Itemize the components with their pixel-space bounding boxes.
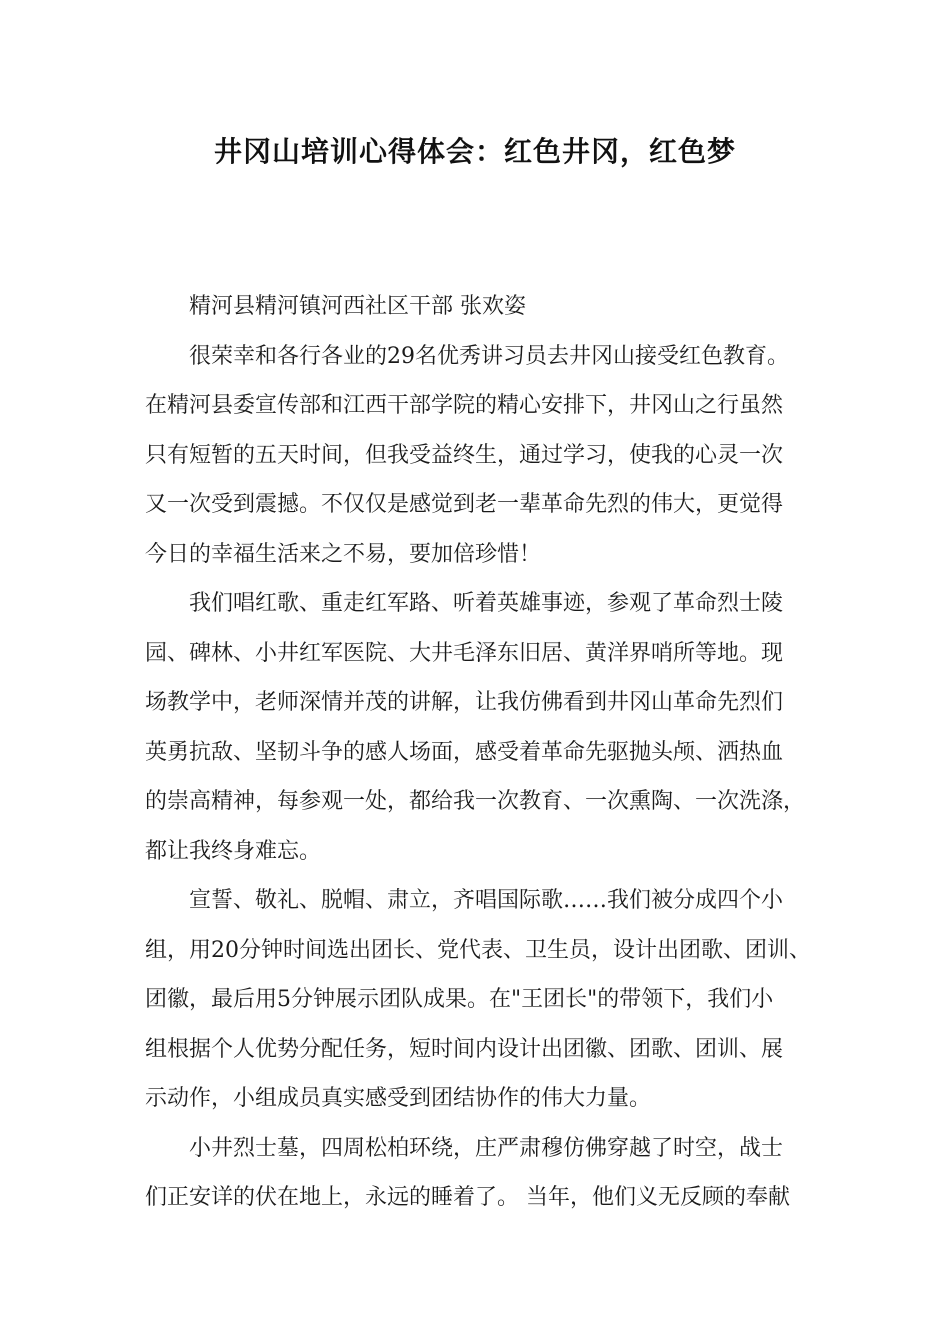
document-body [145,282,835,1223]
paragraph-line: 很荣幸和各行各业的29名优秀讲习员去井冈山接受红色教育。 [189,343,789,369]
paragraph-line: 宣誓、敬礼、脱帽、肃立，齐唱国际歌……我们被分成四个小 [189,888,784,913]
paragraph-line: 组根据个人优势分配任务，短时间内设计出团徽、团歌、团训、展 [145,1036,784,1062]
paragraph-line: 只有短暂的五天时间，但我受益终生，通过学习，使我的心灵一次 [145,442,784,468]
paragraph-line: 我们唱红歌、重走红军路、听着英雄事迹，参观了革命烈士陵 [189,591,784,616]
paragraph-line: 团徽，最后用5分钟展示团队成果。在"王团长"的带领下，我们小 [145,987,774,1012]
paragraph-line: 小井烈士墓，四周松柏环绕，庄严肃穆仿佛穿越了时空，战士 [189,1135,784,1161]
paragraph-line: 组，用20分钟时间选出团长、党代表、卫生员，设计出团歌、团训、 [145,937,811,963]
paragraph-1 [145,332,835,580]
paragraph-line: 在精河县委宣传部和江西干部学院的精心安排下，井冈山之行虽然 [145,393,784,418]
document-title: 井冈山培训心得体会：红色井冈，红色梦 [213,135,736,168]
byline-paragraph [145,282,835,332]
paragraph-line: 的崇高精神，每参观一处，都给我一次教育、一次熏陶、一次洗涤， [145,789,806,814]
paragraph-4 [145,1124,835,1223]
paragraph-line: 今日的幸福生活来之不易，要加倍珍惜！ [145,541,542,567]
byline: 精河县精河镇河西社区干部 张欢姿 [189,294,526,319]
paragraph-2 [145,579,835,876]
paragraph-line: 都让我终身难忘。 [145,838,322,864]
paragraph-line: 们正安详的伏在地上，永远的睡着了。 当年，他们义无反顾的奉献 [145,1185,790,1210]
paragraph-line: 园、碑林、小井红军医院、大井毛泽东旧居、黄洋界哨所等地。现 [145,640,784,666]
paragraph-line: 又一次受到震撼。不仅仅是感觉到老一辈革命先烈的伟大，更觉得 [145,492,784,517]
paragraph-line: 英勇抗敌、坚韧斗争的感人场面，感受着革命先驱抛头颅、洒热血 [145,739,784,765]
paragraph-line: 场教学中，老师深情并茂的讲解，让我仿佛看到井冈山革命先烈们 [145,690,784,715]
paragraph-line: 示动作，小组成员真实感受到团结协作的伟大力量。 [145,1086,652,1111]
paragraph-3 [145,876,835,1124]
